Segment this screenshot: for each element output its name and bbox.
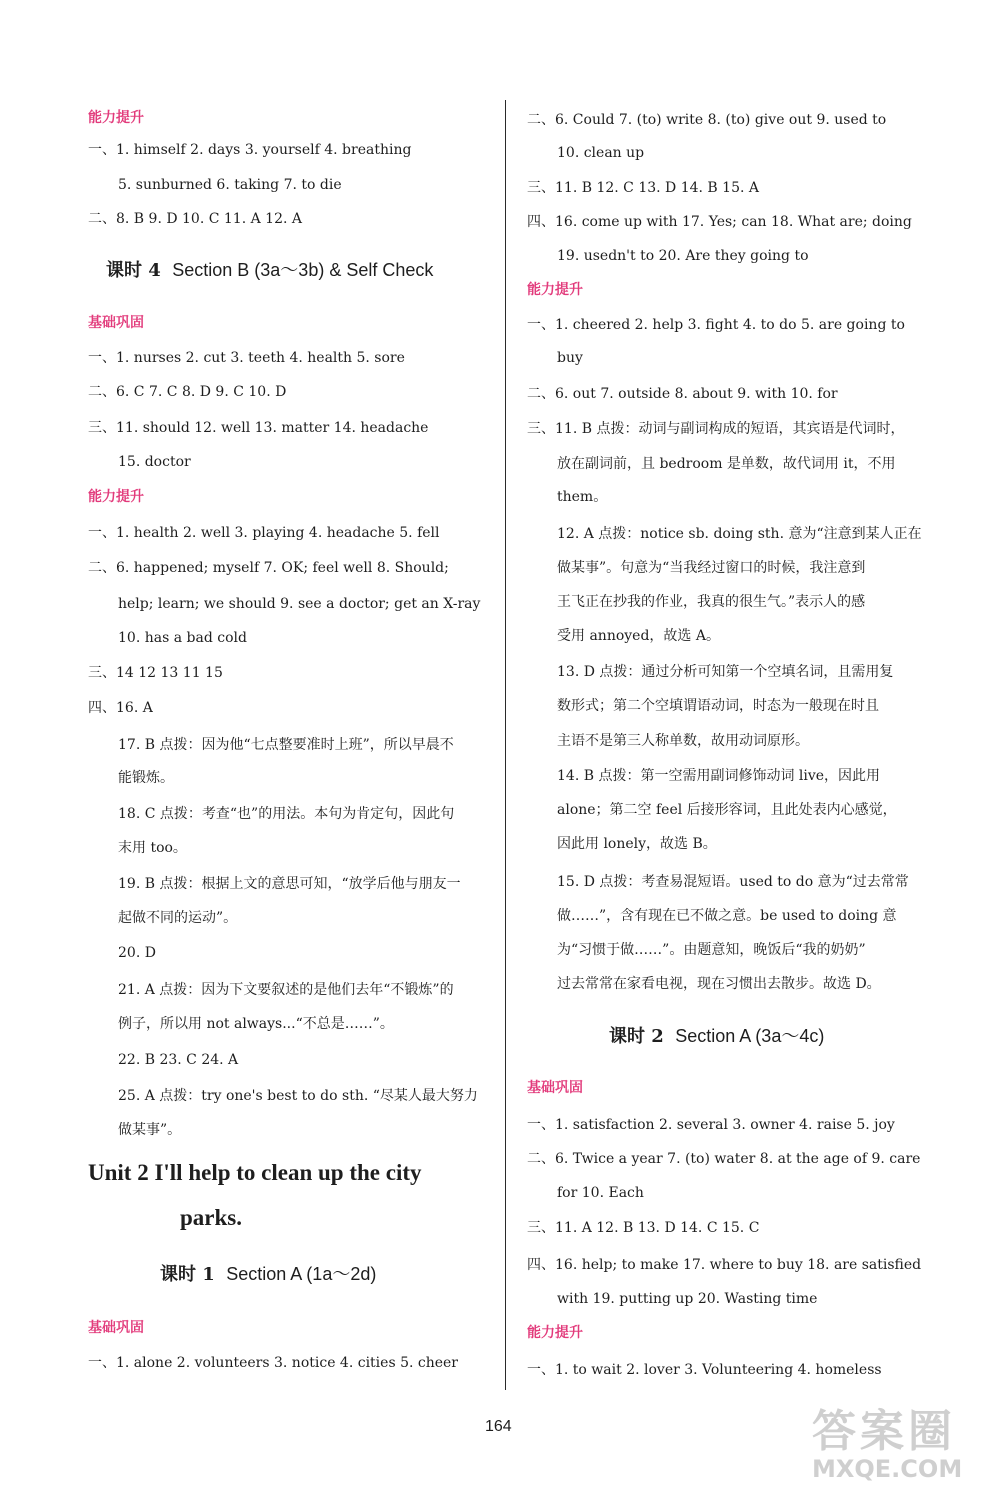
answer-line: help; learn; we should 9. see a doctor; get an X-ray	[118, 596, 481, 612]
answer-line: 22. B 23. C 24. A	[118, 1052, 239, 1068]
answer-line: 三、11. A 12. B 13. D 14. C 15. C	[527, 1220, 760, 1236]
lesson-title: Section B (3a～3b) & Self Check	[172, 260, 434, 280]
answer-line: 因此用 lonely，故选 B。	[557, 836, 717, 852]
answer-line: buy	[557, 350, 583, 366]
answer-line: for 10. Each	[557, 1185, 644, 1201]
answer-line: 二、6. Twice a year 7. (to) water 8. at the age of 9. care	[527, 1151, 921, 1167]
answer-line: 四、16. help; to make 17. where to buy 18. are satisfied	[527, 1257, 922, 1273]
lesson-label: 课时 2	[609, 1026, 664, 1047]
lesson-heading	[160, 1262, 376, 1287]
section-heading: 能力提升	[88, 489, 144, 505]
section-heading: 基础巩固	[88, 315, 144, 331]
answer-line: 受用 annoyed，故选 A。	[557, 628, 720, 644]
watermark-logo	[812, 1408, 988, 1492]
answer-line: 一、1. health 2. well 3. playing 4. headache 5. fell	[88, 525, 440, 541]
unit-title: Unit 2 I'll help to clean up the city	[88, 1160, 422, 1185]
answer-line: 25. A 点拨：try one's best to do sth. “尽某人最大努力	[118, 1088, 478, 1104]
section-heading: 基础巩固	[88, 1320, 144, 1336]
answer-line: 一、1. nurses 2. cut 3. teeth 4. health 5. sore	[88, 350, 405, 366]
answer-line: 二、6. out 7. outside 8. about 9. with 10. for	[527, 386, 838, 402]
answer-line: 12. A 点拨：notice sb. doing sth. 意为“注意到某人正在	[557, 526, 922, 542]
answer-line: 二、8. B 9. D 10. C 11. A 12. A	[88, 211, 303, 227]
answer-line: alone；第二空 feel 后接形容词，且此处表内心感觉，	[557, 802, 897, 818]
section-heading: 基础巩固	[527, 1080, 583, 1096]
answer-line: 13. D 点拨：通过分析可知第一个空填名词，且需用复	[557, 664, 894, 680]
answer-line: 做某事”。	[118, 1122, 182, 1138]
answer-line: 一、1. alone 2. volunteers 3. notice 4. cities 5. cheer	[88, 1355, 459, 1371]
lesson-heading	[106, 258, 433, 283]
column-divider	[505, 100, 506, 1390]
left-column	[88, 0, 528, 1440]
answer-line: 过去常常在家看电视，现在习惯出去散步。故选 D。	[557, 976, 881, 992]
answer-line: 10. clean up	[557, 145, 645, 161]
lesson-title: Section A (3a～4c)	[675, 1026, 825, 1046]
answer-line: 10. has a bad cold	[118, 630, 247, 646]
right-column	[527, 0, 967, 1440]
answer-line: 为“习惯于做……”。由题意知，晚饭后“我的奶奶”	[557, 942, 866, 958]
answer-line: 主语不是第三人称单数，故用动词原形。	[557, 733, 809, 749]
answer-line: 18. C 点拨：考查“也”的用法。本句为肯定句，因此句	[118, 806, 455, 822]
answer-line: 做……”，含有现在已不做之意。be used to doing 意	[557, 908, 897, 924]
answer-line: 5. sunburned 6. taking 7. to die	[118, 177, 342, 193]
answer-line: 末用 too。	[118, 840, 187, 856]
lesson-title: Section A (1a～2d)	[226, 1264, 377, 1284]
answer-line: 二、6. C 7. C 8. D 9. C 10. D	[88, 384, 287, 400]
answer-line: 21. A 点拨：因为下文要叙述的是他们去年“不锻炼”的	[118, 982, 454, 998]
answer-line: 一、1. to wait 2. lover 3. Volunteering 4. homeless	[527, 1362, 882, 1378]
answer-line: them。	[557, 489, 608, 505]
answer-line: 能锻炼。	[118, 770, 174, 786]
answer-line: 15. doctor	[118, 454, 191, 470]
answer-line: 17. B 点拨：因为他“七点整要准时上班”，所以早晨不	[118, 737, 454, 753]
page-number: 164	[485, 1418, 512, 1435]
answer-line: 王飞正在抄我的作业，我真的很生气。”表示人的感	[557, 594, 866, 610]
answer-line: 14. B 点拨：第一空需用副词修饰动词 live，因此用	[557, 768, 881, 784]
section-heading: 能力提升	[527, 282, 583, 298]
answer-line: 三、14 12 13 11 15	[88, 665, 223, 681]
answer-line: 三、11. B 12. C 13. D 14. B 15. A	[527, 180, 759, 196]
answer-line: 二、6. Could 7. (to) write 8. (to) give out 9. used to	[527, 112, 887, 128]
answer-line: 起做不同的运动”。	[118, 910, 238, 926]
answer-line: 一、1. cheered 2. help 3. fight 4. to do 5. are going to	[527, 317, 905, 333]
section-heading: 能力提升	[88, 110, 144, 126]
lesson-label: 课时 4	[106, 260, 161, 281]
unit-title: parks.	[180, 1205, 242, 1230]
answer-line: 放在副词前，且 bedroom 是单数，故代词用 it，不用	[557, 456, 896, 472]
section-heading: 能力提升	[527, 1325, 583, 1341]
answer-line: 做某事”。句意为“当我经过窗口的时候，我注意到	[557, 560, 866, 576]
answer-line: 一、1. satisfaction 2. several 3. owner 4. raise 5. joy	[527, 1117, 895, 1133]
answer-line: 三、11. should 12. well 13. matter 14. headache	[88, 420, 429, 436]
answer-line: 19. usedn't to 20. Are they going to	[557, 248, 809, 264]
lesson-label: 课时 1	[160, 1264, 215, 1285]
lesson-heading	[609, 1024, 824, 1049]
answer-line: 四、16. come up with 17. Yes; can 18. What are; doing	[527, 214, 912, 230]
answer-line: 数形式；第二个空填谓语动词，时态为一般现在时且	[557, 698, 879, 714]
answer-line: 20. D	[118, 945, 156, 961]
answer-line: 二、6. happened; myself 7. OK; feel well 8. Should;	[88, 560, 449, 576]
watermark-top: 答案圈	[812, 1406, 956, 1457]
answer-line: 15. D 点拨：考查易混短语。used to do 意为“过去常常	[557, 874, 909, 890]
watermark-bottom: MXQE.COM	[812, 1455, 963, 1483]
answer-line: 三、11. B 点拨：动词与副词构成的短语，其宾语是代词时，	[527, 421, 905, 437]
answer-line: 例子，所以用 not always...“不总是……”。	[118, 1016, 394, 1032]
answer-line: 四、16. A	[88, 700, 153, 716]
answer-line: 19. B 点拨：根据上文的意思可知，“放学后他与朋友一	[118, 876, 461, 892]
answer-line: 一、1. himself 2. days 3. yourself 4. breathing	[88, 142, 412, 158]
answer-line: with 19. putting up 20. Wasting time	[557, 1291, 818, 1307]
